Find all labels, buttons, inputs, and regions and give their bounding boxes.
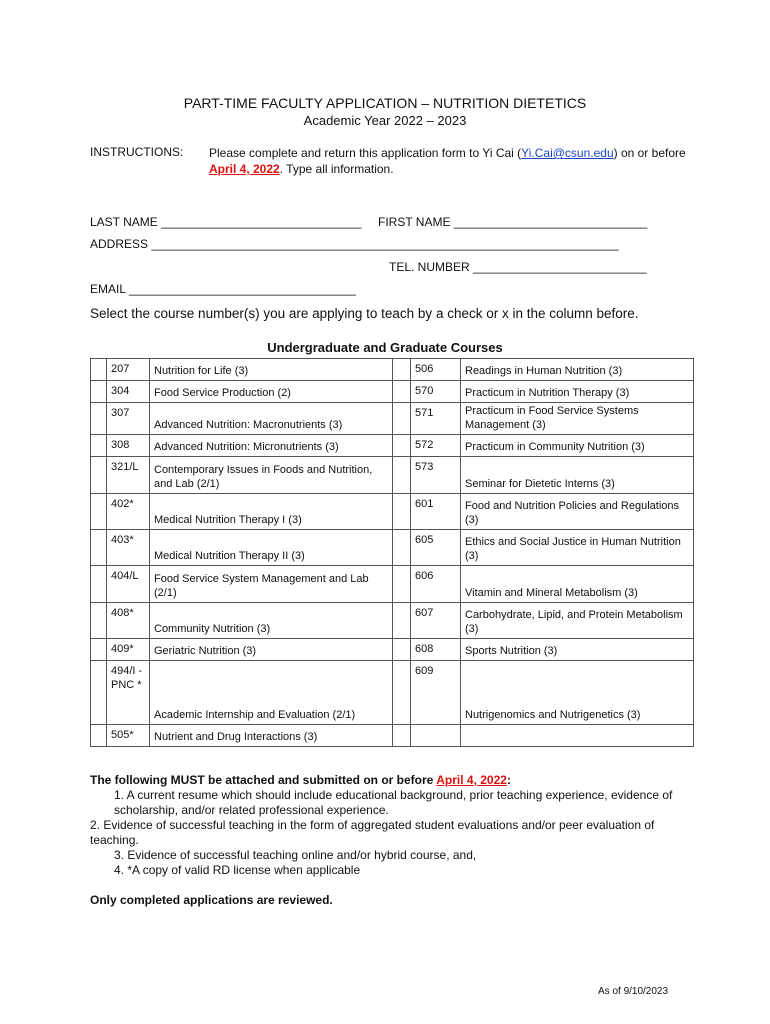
contact-email-link[interactable]: Yi.Cai@csun.edu xyxy=(521,146,614,160)
course-number: 570 xyxy=(411,381,461,403)
course-checkbox[interactable] xyxy=(393,381,411,403)
course-title: Medical Nutrition Therapy I (3) xyxy=(150,494,393,530)
course-number: 402* xyxy=(107,494,150,530)
course-title: Practicum in Nutrition Therapy (3) xyxy=(461,381,694,403)
course-checkbox[interactable] xyxy=(393,603,411,639)
course-number: 572 xyxy=(411,435,461,457)
course-checkbox[interactable] xyxy=(393,566,411,603)
course-number: 609 xyxy=(411,661,461,725)
requirement-item: 1. A current resume which should include educational background, prior teaching experience, evidence of scholarship, and/or related professional experience. xyxy=(114,788,673,817)
course-checkbox[interactable] xyxy=(91,725,107,747)
course-row xyxy=(91,639,694,661)
course-row xyxy=(91,530,694,566)
course-checkbox[interactable] xyxy=(393,435,411,457)
course-checkbox[interactable] xyxy=(91,566,107,603)
course-title: Geriatric Nutrition (3) xyxy=(150,639,393,661)
page-title: PART-TIME FACULTY APPLICATION – NUTRITION DIETETICS xyxy=(183,95,587,111)
course-row xyxy=(91,603,694,639)
select-instruction: Select the course number(s) you are applying to teach by a check or x in the column before. xyxy=(90,306,639,321)
course-title: Seminar for Dietetic Interns (3) xyxy=(461,457,694,494)
course-title: Nutrition for Life (3) xyxy=(150,359,393,381)
course-row xyxy=(91,381,694,403)
instructions-text-before: Please complete and return this application form to Yi Cai ( xyxy=(209,146,522,160)
course-number: 571 xyxy=(411,403,461,435)
course-checkbox[interactable] xyxy=(91,661,107,725)
course-row xyxy=(91,403,694,435)
course-number: 506 xyxy=(411,359,461,381)
requirement-item: 4. *A copy of valid RD license when applicable xyxy=(114,863,361,877)
requirement-item: 2. Evidence of successful teaching in the form of aggregated student evaluations and/or peer evaluation of teaching. xyxy=(90,818,655,847)
course-number: 404/L xyxy=(107,566,150,603)
course-title: Advanced Nutrition: Micronutrients (3) xyxy=(150,435,393,457)
course-number: 304 xyxy=(107,381,150,403)
course-number: 403* xyxy=(107,530,150,566)
course-checkbox[interactable] xyxy=(393,403,411,435)
course-number: 207 xyxy=(107,359,150,381)
as-of-date: As of 9/10/2023 xyxy=(598,986,669,997)
requirements-section xyxy=(90,773,690,878)
course-title: Readings in Human Nutrition (3) xyxy=(461,359,694,381)
course-checkbox[interactable] xyxy=(91,381,107,403)
course-number: 321/L xyxy=(107,457,150,494)
course-number: 409* xyxy=(107,639,150,661)
requirements-deadline: April 4, 2022 xyxy=(436,773,507,787)
courses-table xyxy=(90,358,694,747)
course-title: Food Service System Management and Lab (2/1) xyxy=(150,566,393,603)
instructions-text xyxy=(209,145,689,177)
course-title: Advanced Nutrition: Macronutrients (3) xyxy=(150,403,393,435)
course-checkbox[interactable] xyxy=(393,661,411,725)
instructions-label: INSTRUCTIONS: xyxy=(90,145,184,159)
only-completed-note: Only completed applications are reviewed. xyxy=(90,893,333,907)
requirement-item: 3. Evidence of successful teaching online and/or hybrid course, and, xyxy=(114,848,477,862)
course-title: Academic Internship and Evaluation (2/1) xyxy=(150,661,393,725)
course-number: 607 xyxy=(411,603,461,639)
course-number: 573 xyxy=(411,457,461,494)
course-title: Practicum in Food Service Systems Management (3) xyxy=(461,403,694,435)
course-title xyxy=(461,725,694,747)
course-checkbox[interactable] xyxy=(91,359,107,381)
course-checkbox[interactable] xyxy=(91,435,107,457)
course-row xyxy=(91,435,694,457)
course-checkbox[interactable] xyxy=(393,725,411,747)
course-title: Medical Nutrition Therapy II (3) xyxy=(150,530,393,566)
course-title: Food and Nutrition Policies and Regulations (3) xyxy=(461,494,694,530)
course-number: 601 xyxy=(411,494,461,530)
course-title: Sports Nutrition (3) xyxy=(461,639,694,661)
course-number: 307 xyxy=(107,403,150,435)
table-title: Undergraduate and Graduate Courses xyxy=(267,340,503,355)
course-number: 606 xyxy=(411,566,461,603)
course-title: Contemporary Issues in Foods and Nutrition, and Lab (2/1) xyxy=(150,457,393,494)
requirements-heading xyxy=(90,773,690,788)
requirements-head-after: : xyxy=(506,773,511,787)
course-checkbox[interactable] xyxy=(393,359,411,381)
course-row xyxy=(91,566,694,603)
tel-number-field[interactable]: TEL. NUMBER __________________________ xyxy=(389,260,647,274)
course-number: 505* xyxy=(107,725,150,747)
instructions-text-after: . Type all information. xyxy=(279,162,394,176)
course-title: Nutrient and Drug Interactions (3) xyxy=(150,725,393,747)
course-checkbox[interactable] xyxy=(91,639,107,661)
email-field[interactable]: EMAIL __________________________________ xyxy=(90,282,356,296)
course-row xyxy=(91,661,694,725)
course-number: 605 xyxy=(411,530,461,566)
course-number: 308 xyxy=(107,435,150,457)
course-row xyxy=(91,457,694,494)
academic-year: Academic Year 2022 – 2023 xyxy=(303,113,467,128)
course-title: Vitamin and Mineral Metabolism (3) xyxy=(461,566,694,603)
course-title: Nutrigenomics and Nutrigenetics (3) xyxy=(461,661,694,725)
first-name-field[interactable]: FIRST NAME _____________________________ xyxy=(378,215,648,229)
last-name-field[interactable]: LAST NAME ______________________________ xyxy=(90,215,362,229)
course-checkbox[interactable] xyxy=(393,457,411,494)
course-row xyxy=(91,359,694,381)
course-number: 608 xyxy=(411,639,461,661)
course-checkbox[interactable] xyxy=(393,494,411,530)
course-checkbox[interactable] xyxy=(91,494,107,530)
course-checkbox[interactable] xyxy=(393,639,411,661)
instructions-text-middle: ) on or before xyxy=(613,146,686,160)
course-number: 408* xyxy=(107,603,150,639)
course-title: Ethics and Social Justice in Human Nutrition (3) xyxy=(461,530,694,566)
course-title: Food Service Production (2) xyxy=(150,381,393,403)
address-field[interactable]: ADDRESS ______________________________________________________________________ xyxy=(90,237,619,251)
course-title: Community Nutrition (3) xyxy=(150,603,393,639)
course-number xyxy=(411,725,461,747)
requirements-list xyxy=(90,788,690,878)
course-checkbox[interactable] xyxy=(91,603,107,639)
course-title: Carbohydrate, Lipid, and Protein Metabolism (3) xyxy=(461,603,694,639)
course-title: Practicum in Community Nutrition (3) xyxy=(461,435,694,457)
course-checkbox[interactable] xyxy=(91,530,107,566)
course-checkbox[interactable] xyxy=(393,530,411,566)
course-row xyxy=(91,725,694,747)
course-row xyxy=(91,494,694,530)
deadline-date: April 4, 2022 xyxy=(209,162,280,176)
course-checkbox[interactable] xyxy=(91,457,107,494)
course-checkbox[interactable] xyxy=(91,403,107,435)
course-number: 494/I - PNC * xyxy=(107,661,150,725)
requirements-head-before: The following MUST be attached and submitted on or before xyxy=(90,773,437,787)
